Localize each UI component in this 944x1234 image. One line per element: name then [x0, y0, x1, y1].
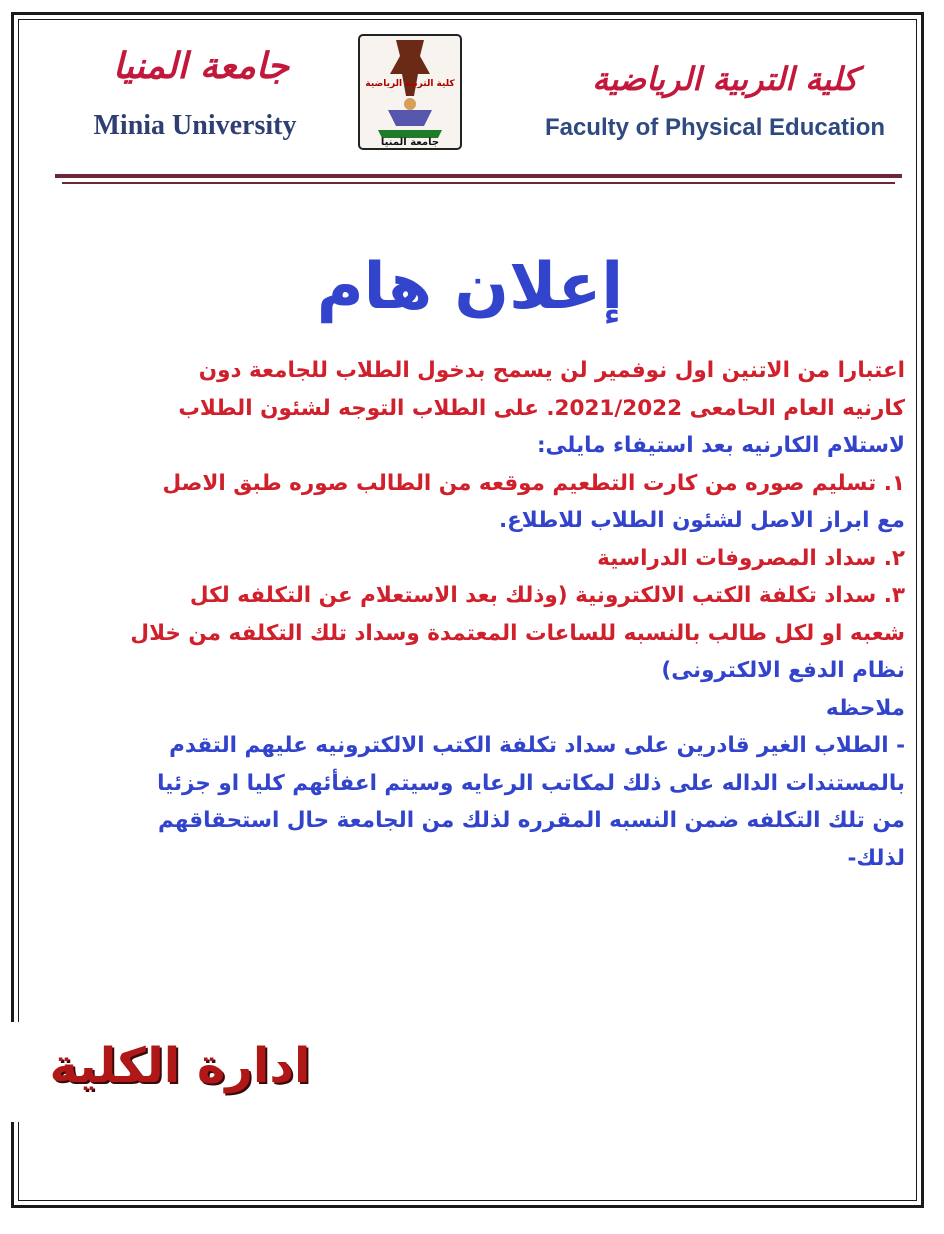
university-name-ar: جامعة المنيا [112, 46, 290, 87]
item-1-line: مع ابراز الاصل لشئون الطلاب للاطلاع. [498, 508, 905, 533]
item-3-line: ٣. سداد تكلفة الكتب الالكترونية (وذلك بعد الاستعلام عن التكلفه لكل [189, 583, 905, 608]
faculty-logo [358, 34, 462, 150]
signature: ادارة الكلية [49, 1038, 311, 1094]
logo-bottom-text: جامعة المنيا [380, 137, 440, 148]
header-divider-thick [55, 174, 902, 178]
header-divider-thin [62, 182, 895, 184]
item-3-line: نظام الدفع الالكترونى) [661, 658, 905, 683]
note-label: ملاحظه [825, 695, 905, 721]
university-name-en: Minia University [93, 110, 297, 141]
note-line: من تلك التكلفه ضمن النسبه المقرره لذلك من الجامعة حال استحقاقهم [157, 808, 905, 833]
note-line: لذلك- [847, 845, 905, 871]
logo-top-text: كلية التربية الرياضية [365, 79, 455, 89]
item-3-line: شعبه او لكل طالب بالنسبه للساعات المعتمدة وسداد تلك التكلفه من خلال [130, 620, 905, 646]
faculty-name-en: Faculty of Physical Education [544, 114, 886, 141]
announcement-title: إعلان هام [316, 250, 624, 324]
intro-line: كارنيه العام الحامعى 2021/2022. على الطلاب التوجه لشئون الطلاب [178, 395, 905, 421]
note-line: بالمستندات الداله على ذلك لمكاتب الرعايه وسيتم اعفأئهم كليا او جزئيا [157, 770, 905, 796]
note-line: - الطلاب الغير قادرين على سداد تكلفة الكتب الالكترونيه عليهم التقدم [169, 733, 905, 758]
item-2: ٢. سداد المصروفات الدراسية [597, 545, 905, 571]
intro-line: اعتبارا من الاتنين اول نوفمير لن يسمح بدخول الطلاب للجامعة دون [198, 358, 905, 383]
faculty-name-ar: كلية التربية الرياضية [592, 60, 858, 98]
announcement-body [30, 352, 905, 877]
item-1-line: ١. تسليم صوره من كارت التطعيم موقعه من الطالب صوره طبق الاصل [162, 470, 905, 496]
intro-line: لاستلام الكارنيه بعد استيفاء مايلى: [536, 433, 905, 458]
